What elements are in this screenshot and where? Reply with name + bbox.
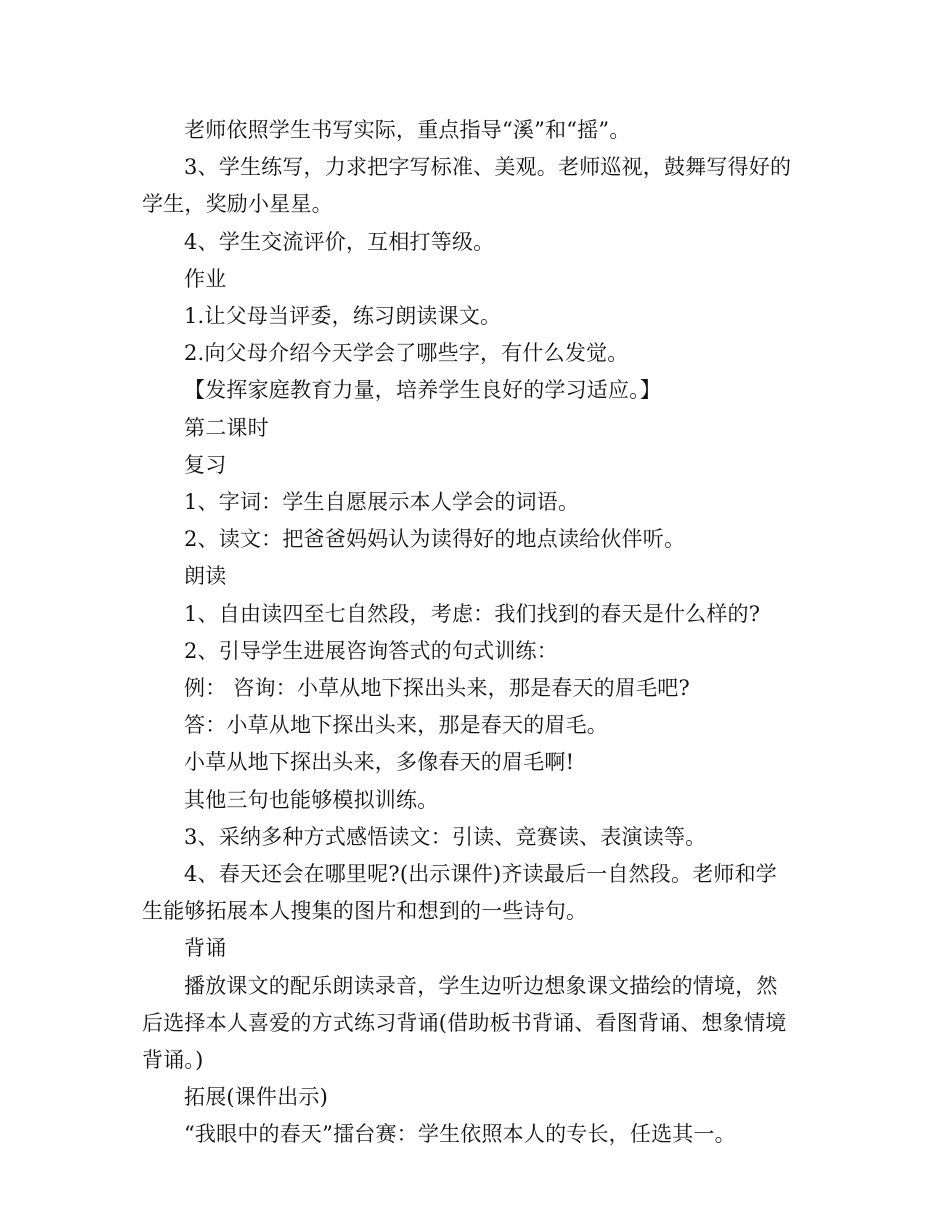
text-line: 第二课时 xyxy=(184,415,269,440)
text-line: 3、采纳多种方式感悟读文：引读、竞赛读、表演读等。 xyxy=(184,824,707,849)
text-line: 1、自由读四至七自然段，考虑：我们找到的春天是什么样的? xyxy=(184,601,761,626)
text-line: 2.向父母介绍今天学会了哪些字，有什么发觉。 xyxy=(184,341,629,366)
text-line: 拓展(课件出示) xyxy=(184,1085,328,1110)
text-line: 其他三句也能够模拟训练。 xyxy=(184,787,439,812)
text-line: 生能够拓展本人搜集的图片和想到的一些诗句。 xyxy=(142,899,588,924)
text-line: 背诵。) xyxy=(142,1048,204,1073)
text-line: 1.让父母当评委，练习朗读课文。 xyxy=(184,304,502,329)
text-line: 【发挥家庭教育力量，培养学生良好的学习适应。】 xyxy=(184,378,662,403)
text-line: 后选择本人喜爱的方式练习背诵(借助板书背诵、看图背诵、想象情境 xyxy=(142,1010,787,1035)
text-line: 作业 xyxy=(184,266,227,291)
text-line: 答：小草从地下探出头来，那是春天的眉毛。 xyxy=(184,713,608,738)
text-line: 复习 xyxy=(184,452,227,477)
text-line: 2、引导学生进展咨询答式的句式训练： xyxy=(184,638,558,663)
text-line: 3、学生练写，力求把字写标准、美观。老师巡视，鼓舞写得好的 xyxy=(184,155,792,180)
text-line: 学生，奖励小星星。 xyxy=(142,192,333,217)
text-line: 小草从地下探出头来，多像春天的眉毛啊! xyxy=(184,750,575,775)
text-line: 朗读 xyxy=(184,564,227,589)
text-line: 2、读文：把爸爸妈妈认为读得好的地点读给伙伴听。 xyxy=(184,527,686,552)
text-line: 4、春天还会在哪里呢?(出示课件)齐读最后一自然段。老师和学 xyxy=(184,862,778,887)
text-line: 背诵 xyxy=(184,936,227,961)
text-line: 4、学生交流评价，互相打等级。 xyxy=(184,229,495,254)
text-line: 例： 咨询：小草从地下探出头来，那是春天的眉毛吧? xyxy=(184,676,690,701)
document-body xyxy=(142,112,814,1154)
text-line: 1、字词：学生自愿展示本人学会的词语。 xyxy=(184,490,580,515)
text-line: “我眼中的春天”擂台赛：学生依照本人的专长，任选其一。 xyxy=(184,1122,736,1147)
text-line: 播放课文的配乐朗读录音，学生边听边想象课文描绘的情境，然 xyxy=(184,973,778,998)
text-line: 老师依照学生书写实际，重点指导“溪”和“摇”。 xyxy=(184,118,631,142)
